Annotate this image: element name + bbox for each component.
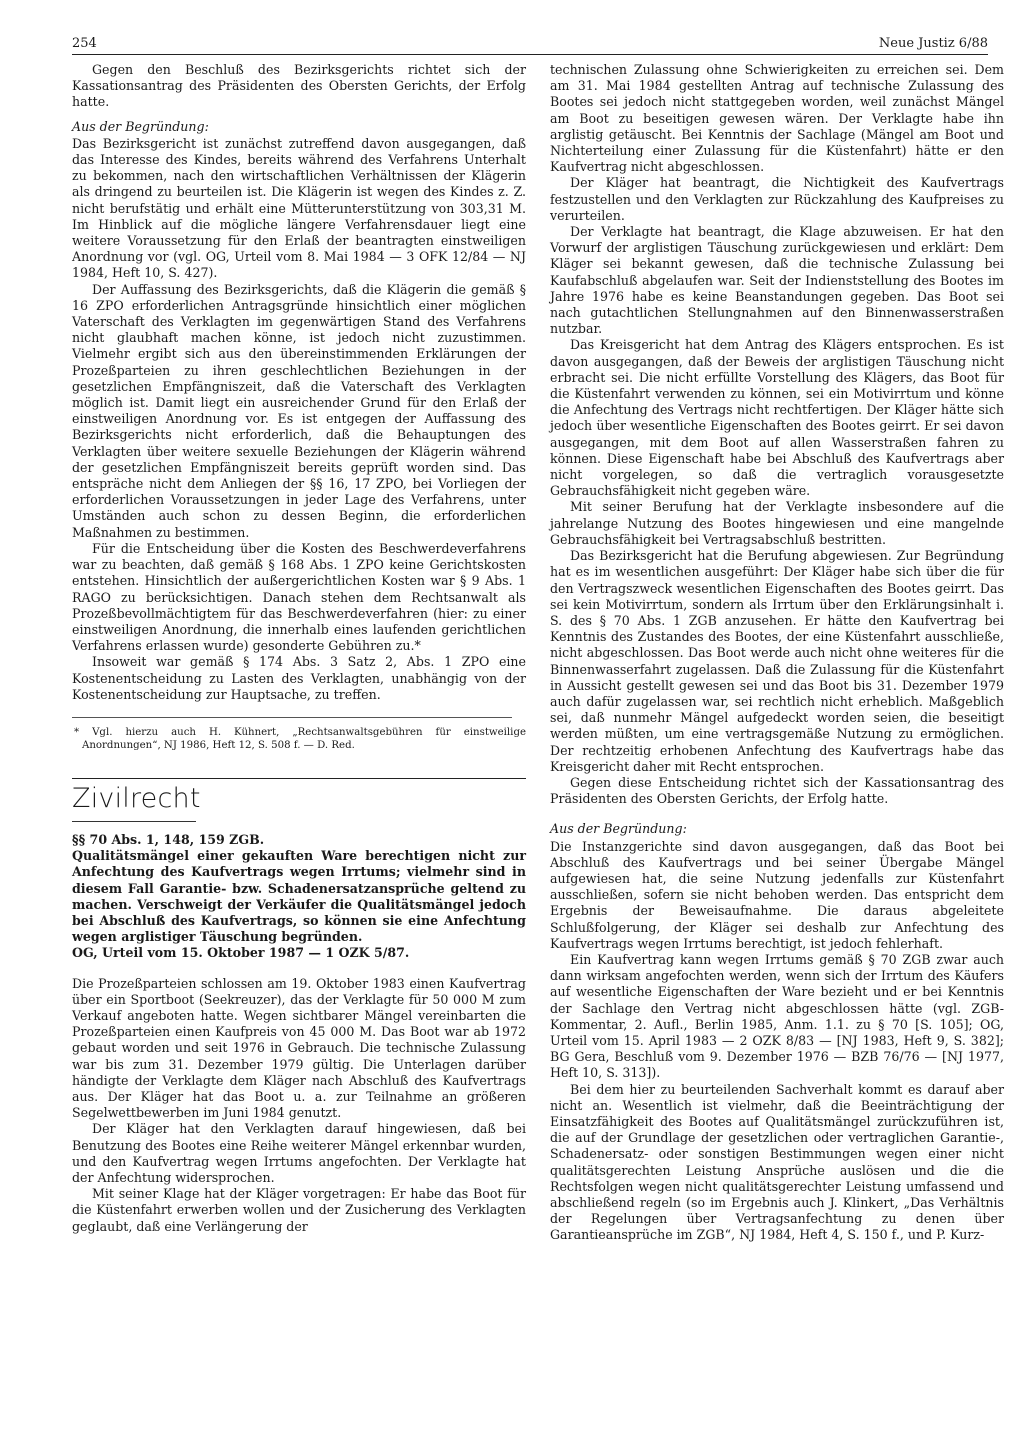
paragraph: Mit seiner Klage hat der Kläger vorgetragen: Er habe das Boot für die Küstenfahrt erwerben wollen und der Zusicherung des Verklagten geglaubt, daß eine Verlängerung der (72, 1186, 526, 1234)
footnote-rule (72, 717, 512, 718)
paragraph: technischen Zulassung ohne Schwierigkeiten zu erreichen sei. Dem am 31. Mai 1984 gestellten Antrag auf technische Zulassung des Bootes sei jedoch nicht stattgegeben worden, weil zunächst Mängel am Boot zu beseitigen gewesen wären. Der Verklagte habe ihn arglistig getäuscht. Bei Kenntnis der Sachlage (Mängel am Boot und Nichterteilung einer Zulassung für die Küstenfahrt) hätte er den Kaufvertrag nicht abgeschlossen. (550, 62, 1004, 175)
paragraph: Die Prozeßparteien schlossen am 19. Oktober 1983 einen Kaufvertrag über ein Sportboot (Seekreuzer), das der Verklagte für 50 000 M zum Verkauf angeboten hatte. Wegen sichtbarer Mängel vereinbarten die Prozeßparteien einen Kaufpreis von 45 000 M. Das Boot war ab 1972 gebaut worden und seit 1976 in Gebrauch. Die technische Zulassung war bis zum 31. Dezember 1979 gültig. Die Unterlagen darüber händigte der Verklagte dem Kläger nach Abschluß des Kaufvertrags aus. Der Kläger hat das Boot u. a. zur Teilnahme an größeren Segelwettbewerben im Juni 1984 genutzt. (72, 975, 526, 1121)
section-title: Zivilrecht (72, 782, 201, 814)
paragraph: Mit seiner Berufung hat der Verklagte insbesondere auf die jahrelange Nutzung des Bootes hingewiesen und eine mangelnde Gebrauchsfähigkeit bei Vertragsabschluß bestritten. (550, 499, 1004, 547)
paragraph: Der Verklagte hat beantragt, die Klage abzuweisen. Er hat den Vorwurf der arglistigen Täuschung zurückgewiesen und erklärt: Dem Kläger sei bekannt gewesen, daß die technische Zulassung bei Kaufabschluß abgelaufen war. Seit der Indienststellung des Bootes im Jahre 1976 habe es keine Beanstandungen gegeben. Das Boot sei nach gutachtlichen Stellungnahmen auf den Binnenwasserstraßen nutzbar. (550, 224, 1004, 337)
right-column (550, 62, 1004, 1422)
paragraph: Insoweit war gemäß § 174 Abs. 3 Satz 2, Abs. 1 ZPO eine Kostenentscheidung zu Lasten des Verklagten, unabhängig von der Kostenentscheidung zur Hauptsache, zu treffen. (72, 654, 526, 702)
paragraph: Ein Kaufvertrag kann wegen Irrtums gemäß § 70 ZGB zwar auch dann wirksam angefochten werden, wenn sich der Irrtum des Käufers auf wesentliche Eigenschaften der Ware bezieht und er bei Kenntnis der Sachlage den Vertrag nicht abgeschlossen hätte (vgl. ZGB-Kommentar, 2. Aufl., Berlin 1985, Anm. 1.1. zu § 70 [S. 105]; OG, Urteil vom 15. April 1983 — 2 OZK 8/83 — [NJ 1983, Heft 9, S. 382]; BG Gera, Beschluß vom 9. Dezember 1976 — BZB 76/76 — [NJ 1977, Heft 10, S. 313]). (550, 951, 1004, 1081)
header-rule (72, 54, 988, 55)
headnote: Qualitätsmängel einer gekauften Ware berechtigen nicht zur Anfechtung des Kaufvertrags wegen Irrtums; vielmehr sind in diesem Fall Garantie- bzw. Schadenersatzansprüche geltend zu machen. Verschweigt der Verkäufer die Qualitätsmängel jedoch bei Abschluß des Kaufvertrags, so können sie eine Anfechtung wegen arglistiger Täuschung begründen. (72, 848, 526, 945)
paragraph: Das Bezirksgericht hat die Berufung abgewiesen. Zur Begründung hat es im wesentlichen ausgeführt: Der Kläger habe sich über die für den Vertragszweck wesentlichen Eigenschaften des Bootes geirrt. Das sei kein Motivirrtum, sondern als Irrtum über den Erklärungsinhalt i. S. des § 70 Abs. 1 ZGB anzusehen. Er hätte den Kaufvertrag bei Kenntnis des Zustandes des Bootes, der eine Küstenfahrt ausschließe, nicht abgeschlossen. Das Boot werde auch nicht ohne weiteres für die Binnenwasserfahrt zugelassen. Daß die Zulassung für die Küstenfahrt in Aussicht gestellt gewesen sei und das Boot bis 31. Dezember 1979 auch dafür zugelassen war, sei rechtlich nicht erheblich. Maßgeblich sei, daß nunmehr Mängel aufgedeckt worden seien, die beseitigt werden müßten, um eine vertragsgemäße Nutzung zu ermöglichen. Der rechtzeitig erhobenen Anfechtung des Kaufvertrags habe das Kreisgericht daher mit Recht entsprochen. (550, 548, 1004, 774)
paragraph: Das Kreisgericht hat dem Antrag des Klägers entsprochen. Es ist davon ausgegangen, daß der Beweis der arglistigen Täuschung nicht erbracht sei. Die nicht erfüllte Vorstellung des Klägers, das Boot für die Küstenfahrt verwenden zu können, sei ein Motivirrtum und könne die Anfechtung des Vertrags nicht rechtfertigen. Der Kläger hätte sich jedoch über wesentliche Eigenschaften des Bootes geirrt. Er sei davon ausgegangen, mit dem Boot auf allen Wasserstraßen fahren zu können. Diese Eigenschaft habe bei Abschluß des Kaufvertrags aber nicht vorgelegen, so daß die vertraglich vorausgesetzte Gebrauchsfähigkeit nicht gegeben wäre. (550, 337, 1004, 499)
subheading-reasoning: Aus der Begründung: (550, 821, 687, 837)
paragraph: Der Kläger hat beantragt, die Nichtigkeit des Kaufvertrags festzustellen und den Verklagten zur Rückzahlung des Kaufpreises zu verurteilen. (550, 175, 1004, 223)
footnote: * Vgl. hierzu auch H. Kühnert, „Rechtsanwaltsgebühren für einstweilige Anordnungen“, NJ 1986, Heft 12, S. 508 f. — D. Red. (74, 726, 526, 751)
section-title-underline (72, 821, 196, 822)
paragraph: Der Auffassung des Bezirksgerichts, daß die Klägerin die gemäß § 16 ZPO erforderlichen Antragsgründe hinsichtlich einer möglichen Vaterschaft des Verklagten im gegenwärtigen Stand des Verfahrens nicht glaubhaft machen könne, ist jedoch nicht zuzustimmen. Vielmehr ergibt sich aus den übereinstimmenden Erklärungen der Prozeßparteien zu ihren geschlechtlichen Beziehungen in der gesetzlichen Empfängniszeit, daß die Vaterschaft des Verklagten möglich ist. Damit liegt ein ausreichender Grund für den Erlaß der einstweiligen Anordnung vor. Es ist entgegen der Auffassung des Bezirksgerichts nicht erforderlich, daß die Behauptungen des Verklagten über weitere sexuelle Beziehungen der Klägerin während der gesetzlichen Empfängniszeit bereits geprüft worden sind. Das entspräche nicht dem Anliegen der §§ 16, 17 ZPO, bei Vorliegen der erforderlichen Voraussetzungen in jeder Lage des Verfahrens, unter Umständen auch schon zu dessen Beginn, die erforderlichen Maßnahmen zu bestimmen. (72, 281, 526, 540)
left-column (72, 62, 526, 1422)
legal-norms: §§ 70 Abs. 1, 148, 159 ZGB. (72, 831, 265, 847)
section-rule (72, 778, 526, 779)
paragraph: Die Instanzgerichte sind davon ausgegangen, daß das Boot bei Abschluß des Kaufvertrags und bei seiner Übergabe Mängel aufgewiesen hat, die seine Nutzung jedenfalls zur Küstenfahrt ausschließen, sofern sie nicht behoben werden. Das entspricht dem Ergebnis der Beweisaufnahme. Die daraus abgeleitete Schlußfolgerung, der Kläger sei deshalb zur Anfechtung des Kaufvertrags wegen Irrtums berechtigt, ist jedoch fehlerhaft. (550, 838, 1004, 951)
paragraph: Für die Entscheidung über die Kosten des Beschwerdeverfahrens war zu beachten, daß gemäß § 168 Abs. 1 ZPO keine Gerichtskosten entstehen. Hinsichtlich der außergerichtlichen Kosten war § 9 Abs. 1 RAGO zu berücksichtigen. Danach stehen dem Rechtsanwalt als Prozeßbevollmächtigtem für das Beschwerdeverfahren (hier: zu einer einstweiligen Anordnung, die innerhalb eines laufenden gerichtlichen Verfahrens erlassen wurde) gesonderte Gebühren zu.* (72, 540, 526, 654)
paragraph: Gegen den Beschluß des Bezirksgerichts richtet sich der Kassationsantrag des Präsidenten des Obersten Gerichts, der Erfolg hatte. (72, 62, 526, 110)
paragraph: Der Kläger hat den Verklagten darauf hingewiesen, daß bei Benutzung des Bootes eine Reihe weiterer Mängel erkennbar wurden, und den Kaufvertrag wegen Irrtums angefochten. Der Verklagte hat der Anfechtung widersprochen. (72, 1121, 526, 1185)
paragraph: Das Bezirksgericht ist zunächst zutreffend davon ausgegangen, daß das Interesse des Kindes, bereits während des Verfahrens Unterhalt zu bekommen, nach den wirtschaftlichen Verhältnissen der Klägerin als dringend zu beurteilen ist. Die Klägerin ist wegen des Kindes z. Z. nicht berufstätig und erhält eine Mütterunterstützung von 303,31 M. Im Hinblick auf die mögliche längere Verfahrensdauer liegt eine weitere Voraussetzung für den Erlaß der beantragten einstweiligen Anordnung vor (vgl. OG, Urteil vom 8. Mai 1984 — 3 OFK 12/84 — NJ 1984, Heft 10, S. 427). (72, 135, 526, 281)
paragraph: Gegen diese Entscheidung richtet sich der Kassationsantrag des Präsidenten des Obersten Gerichts, der Erfolg hatte. (550, 774, 1004, 807)
subheading-reasoning: Aus der Begründung: (72, 118, 209, 134)
journal-issue: Neue Justiz 6/88 (878, 36, 988, 51)
page-number: 254 (72, 36, 97, 51)
paragraph: Bei dem hier zu beurteilenden Sachverhalt kommt es darauf aber nicht an. Wesentlich ist vielmehr, daß die Beeinträchtigung der Einsatzfähigkeit des Bootes auf Qualitätsmängel zurückzuführen ist, die auf der Grundlage der gesetzlichen oder vertraglichen Garantie-, Schadenersatz- oder sonstigen Bestimmungen wegen einer nicht qualitätsgerechten Leistung Ansprüche auslösen und die die Rechtsfolgen wegen nicht qualitätsgerechter Leistung umfassend und abschließend regeln (so im Ergebnis auch J. Klinkert, „Das Verhältnis der Regelungen über Vertragsanfechtung zu denen über Garantieansprüche im ZGB“, NJ 1984, Heft 4, S. 150 f., und P. Kurz- (550, 1081, 1004, 1243)
decision-citation: OG, Urteil vom 15. Oktober 1987 — 1 OZK 5/87. (72, 945, 410, 961)
